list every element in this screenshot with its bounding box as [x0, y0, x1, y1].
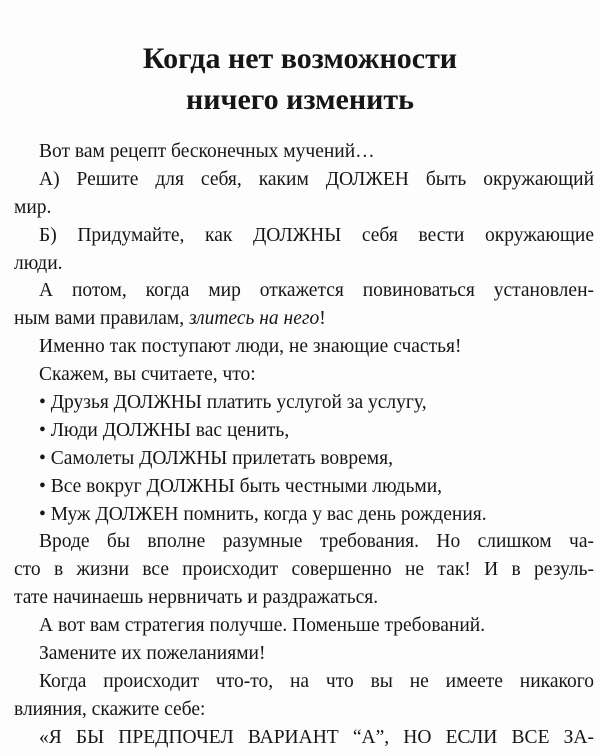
text-line: Именно так поступают люди, не знающие счастья!	[39, 336, 462, 358]
text-line: А) Решите для себя, каким ДОЛЖЕН быть окружающий	[39, 168, 594, 190]
chapter-text	[14, 138, 594, 752]
text-fragment: !	[319, 308, 326, 330]
text-line: Замените их пожеланиями!	[39, 643, 266, 665]
text-line: влияния, скажите себе:	[14, 698, 206, 720]
italic-emphasis: злитесь на него	[188, 308, 320, 330]
text-line: мир.	[14, 196, 52, 218]
title-line-2: ничего изменить	[185, 83, 415, 116]
bullet-item: • Друзья ДОЛЖНЫ платить услугой за услугу,	[39, 392, 427, 414]
text-line	[14, 305, 594, 333]
text-line: Вот вам рецепт бесконечных мучений…	[39, 141, 375, 162]
text-line: А потом, когда мир откажется повиноваться установлен-	[39, 280, 594, 302]
text-line: тате начинаешь нервничать и раздражаться.	[14, 587, 379, 609]
text-fragment: ным вами правилам,	[14, 308, 189, 330]
text-line: Б) Придумайте, как ДОЛЖНЫ себя вести окружающие	[39, 224, 594, 246]
bullet-item: • Люди ДОЛЖНЫ вас ценить,	[39, 419, 290, 441]
chapter-title	[0, 38, 600, 120]
title-line-1: Когда нет возможности	[142, 42, 458, 75]
bullet-item: • Муж ДОЛЖЕН помнить, когда у вас день рождения.	[39, 503, 487, 525]
text-line: А вот вам стратегия получше. Поменьше требований.	[39, 615, 486, 637]
text-line: Скажем, вы считаете, что:	[39, 364, 256, 386]
text-line: сто в жизни все происходит совершенно не так! И в резуль-	[14, 559, 594, 581]
bullet-item: • Все вокруг ДОЛЖНЫ быть честными людьми,	[39, 475, 443, 497]
text-line: люди.	[14, 252, 63, 274]
text-line: Вроде бы вполне разумные требования. Но слишком ча-	[39, 531, 594, 553]
bullet-item: • Самолеты ДОЛЖНЫ прилетать вовремя,	[39, 447, 393, 469]
text-line: «Я БЫ ПРЕДПОЧЕЛ ВАРИАНТ “А”, НО ЕСЛИ ВСЕ ЗА-	[39, 726, 594, 748]
text-line: Когда происходит что-то, на что вы не имеете никакого	[39, 670, 594, 692]
